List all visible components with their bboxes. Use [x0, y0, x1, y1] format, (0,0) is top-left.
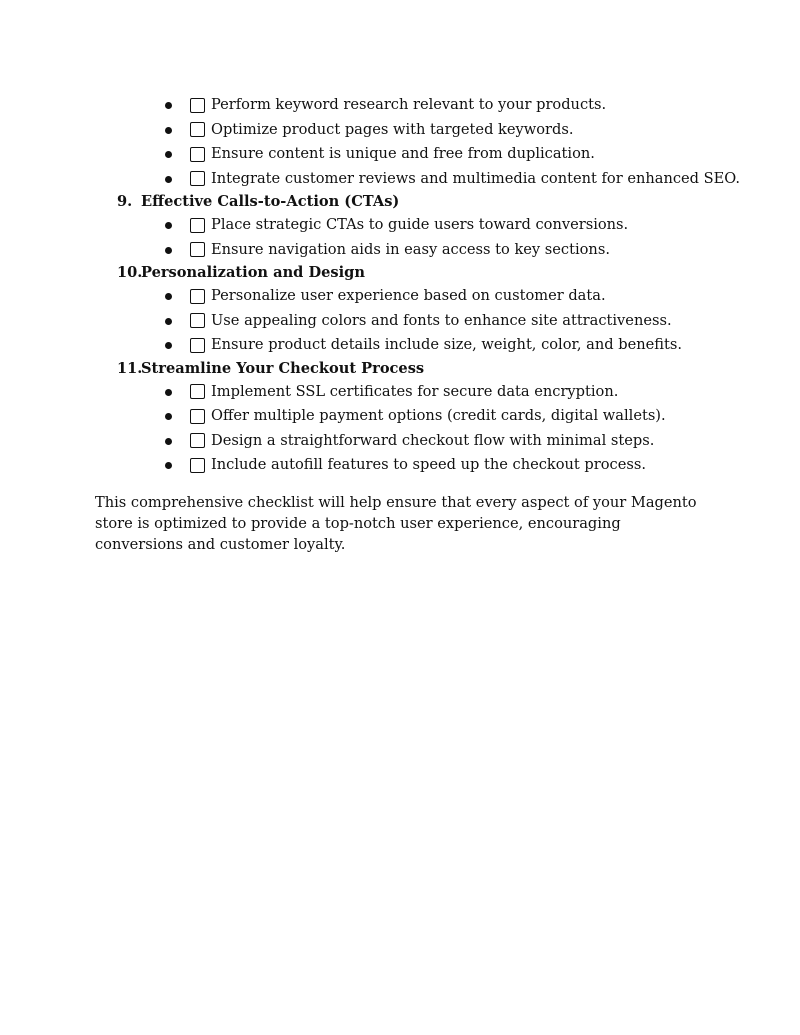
- bullet-icon: [165, 222, 172, 229]
- section-number: 10.: [117, 264, 143, 281]
- checklist-item: [0, 93, 800, 118]
- checkbox-icon[interactable]: [190, 384, 205, 399]
- checkbox-icon[interactable]: [190, 242, 205, 257]
- checkbox-icon[interactable]: [190, 218, 205, 233]
- checklist-item: [0, 380, 800, 405]
- checkbox-icon[interactable]: [190, 122, 205, 137]
- checklist-item: [0, 453, 800, 478]
- checklist-item: [0, 238, 800, 263]
- bullet-icon: [165, 151, 172, 158]
- checklist-item-text: Integrate customer reviews and multimedia content for enhanced SEO.: [211, 169, 741, 187]
- checkout-checklist: [0, 380, 800, 478]
- checklist-item-text: Include autofill features to speed up the checkout process.: [211, 456, 646, 474]
- checklist-item-text: Ensure navigation aids in easy access to key sections.: [211, 240, 610, 258]
- checklist-item-text: Optimize product pages with targeted keywords.: [211, 120, 574, 138]
- bullet-icon: [165, 462, 172, 469]
- checklist-item: [0, 309, 800, 334]
- personalization-checklist: [0, 284, 800, 358]
- section-heading-ctas: [0, 191, 800, 213]
- bullet-icon: [165, 293, 172, 300]
- bullet-icon: [165, 413, 172, 420]
- section-number: 9.: [117, 193, 133, 210]
- checklist-item-text: Use appealing colors and fonts to enhance site attractiveness.: [211, 311, 672, 329]
- checklist-item: [0, 404, 800, 429]
- checkbox-icon[interactable]: [190, 433, 205, 448]
- checklist-item: [0, 213, 800, 238]
- checkbox-icon[interactable]: [190, 409, 205, 424]
- checklist-item-text: Ensure product details include size, weight, color, and benefits.: [211, 336, 682, 354]
- checklist-item-text: Place strategic CTAs to guide users toward conversions.: [211, 216, 629, 234]
- section-title: Personalization and Design: [141, 264, 365, 281]
- checklist-item-text: Design a straightforward checkout flow with minimal steps.: [211, 431, 655, 449]
- checklist-item-text: Implement SSL certificates for secure data encryption.: [211, 382, 619, 400]
- checklist-item: [0, 333, 800, 358]
- bullet-icon: [165, 127, 172, 134]
- checkbox-icon[interactable]: [190, 147, 205, 162]
- checklist-item: [0, 429, 800, 454]
- checklist-content: [0, 93, 800, 478]
- checklist-item-text: Ensure content is unique and free from duplication.: [211, 145, 595, 163]
- checkbox-icon[interactable]: [190, 313, 205, 328]
- bullet-icon: [165, 176, 172, 183]
- section-number: 11.: [117, 359, 143, 377]
- checklist-item: [0, 284, 800, 309]
- checkbox-icon[interactable]: [190, 98, 205, 113]
- bullet-icon: [165, 247, 172, 254]
- checklist-item: [0, 167, 800, 192]
- section-title: Effective Calls-to-Action (CTAs): [141, 193, 400, 210]
- checkbox-icon[interactable]: [190, 338, 205, 353]
- checklist-item-text: Personalize user experience based on customer data.: [211, 287, 606, 305]
- bullet-icon: [165, 389, 172, 396]
- bullet-icon: [165, 102, 172, 109]
- checkbox-icon[interactable]: [190, 289, 205, 304]
- closing-paragraph: This comprehensive checklist will help ensure that every aspect of your Magento store is optimized to provide a top-notch user experience, encouraging conversions and customer loyalty.: [95, 494, 697, 553]
- section-heading-checkout: [0, 358, 800, 380]
- checkbox-icon[interactable]: [190, 171, 205, 186]
- checklist-item: [0, 142, 800, 167]
- bullet-icon: [165, 438, 172, 445]
- section-heading-personalization: [0, 262, 800, 284]
- checklist-item-text: Perform keyword research relevant to your products.: [211, 96, 607, 114]
- checklist-item-text: Offer multiple payment options (credit cards, digital wallets).: [211, 407, 666, 425]
- checkbox-icon[interactable]: [190, 458, 205, 473]
- bullet-icon: [165, 342, 172, 349]
- cta-checklist: [0, 213, 800, 262]
- seo-checklist: [0, 93, 800, 191]
- bullet-icon: [165, 318, 172, 325]
- checklist-item: [0, 118, 800, 143]
- section-title: Streamline Your Checkout Process: [141, 359, 425, 377]
